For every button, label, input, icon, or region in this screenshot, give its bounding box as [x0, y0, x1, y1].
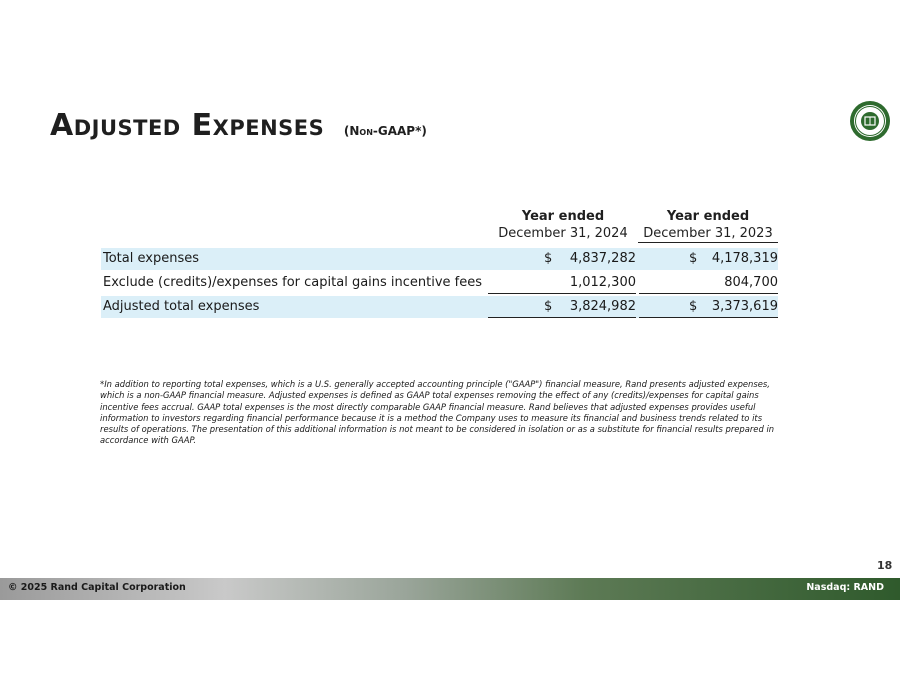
- currency-symbol: $: [689, 299, 698, 314]
- currency-symbol: $: [689, 251, 698, 266]
- currency-symbol: $: [544, 299, 553, 314]
- page-number: 18: [877, 559, 893, 572]
- table-row-total-expenses: [101, 248, 778, 270]
- footer-ticker: Nasdaq: RAND: [806, 582, 884, 593]
- currency-symbol: $: [544, 251, 553, 266]
- value-2023: [639, 272, 778, 294]
- amount: 804,700: [724, 275, 778, 290]
- value-2023: [639, 296, 778, 318]
- page-title: [50, 108, 427, 143]
- title-main: Adjusted Expenses: [50, 108, 325, 143]
- column-header-2024-line1: Year ended: [521, 209, 605, 224]
- amount: 4,837,282: [569, 251, 636, 266]
- footer-copyright: © 2025 Rand Capital Corporation: [8, 582, 186, 593]
- title-sub: (Non-GAAP*): [343, 124, 427, 138]
- amount: 3,373,619: [711, 299, 778, 314]
- footnote: *In addition to reporting total expenses, which is a U.S. generally accepted accounting principle ("GAAP") financial measure, Rand presents adjusted expenses, which is a non-GAAP financial measure. Adjusted expenses is defined as GAAP total expenses removing the effect of any (credits)/expenses for capital gains incentive fees accrual. GAAP total expenses is the most directly comparable GAAP financial measure. Rand believes that adjusted expenses provides useful information to investors regarding financial performance because it is a method the Company uses to measure its financial and business trends related to its results of operations. The presentation of this additional information is not meant to be considered in isolation or as a substitute for financial results prepared in accordance with GAAP.: [100, 379, 775, 446]
- column-header-2023-line1: Year ended: [666, 209, 750, 224]
- value-2024: [488, 296, 636, 318]
- column-header-2023: [638, 208, 778, 243]
- table-row-incentive-fees: [101, 272, 778, 294]
- table-row-adjusted-total: [101, 296, 778, 318]
- value-2024: [488, 272, 636, 294]
- row-label: Total expenses: [103, 251, 199, 266]
- row-label: Exclude (credits)/expenses for capital gains incentive fees: [103, 275, 483, 290]
- footer-bar: [0, 578, 900, 600]
- column-header-2024-line2: December 31, 2024: [498, 226, 628, 241]
- column-header-2023-line2: December 31, 2023: [643, 226, 773, 241]
- amount: 1,012,300: [569, 275, 636, 290]
- row-label: Adjusted total expenses: [103, 299, 260, 314]
- rand-seal-logo-icon: [849, 100, 891, 142]
- amount: 3,824,982: [569, 299, 636, 314]
- column-header-2024: [490, 208, 636, 242]
- amount: 4,178,319: [711, 251, 778, 266]
